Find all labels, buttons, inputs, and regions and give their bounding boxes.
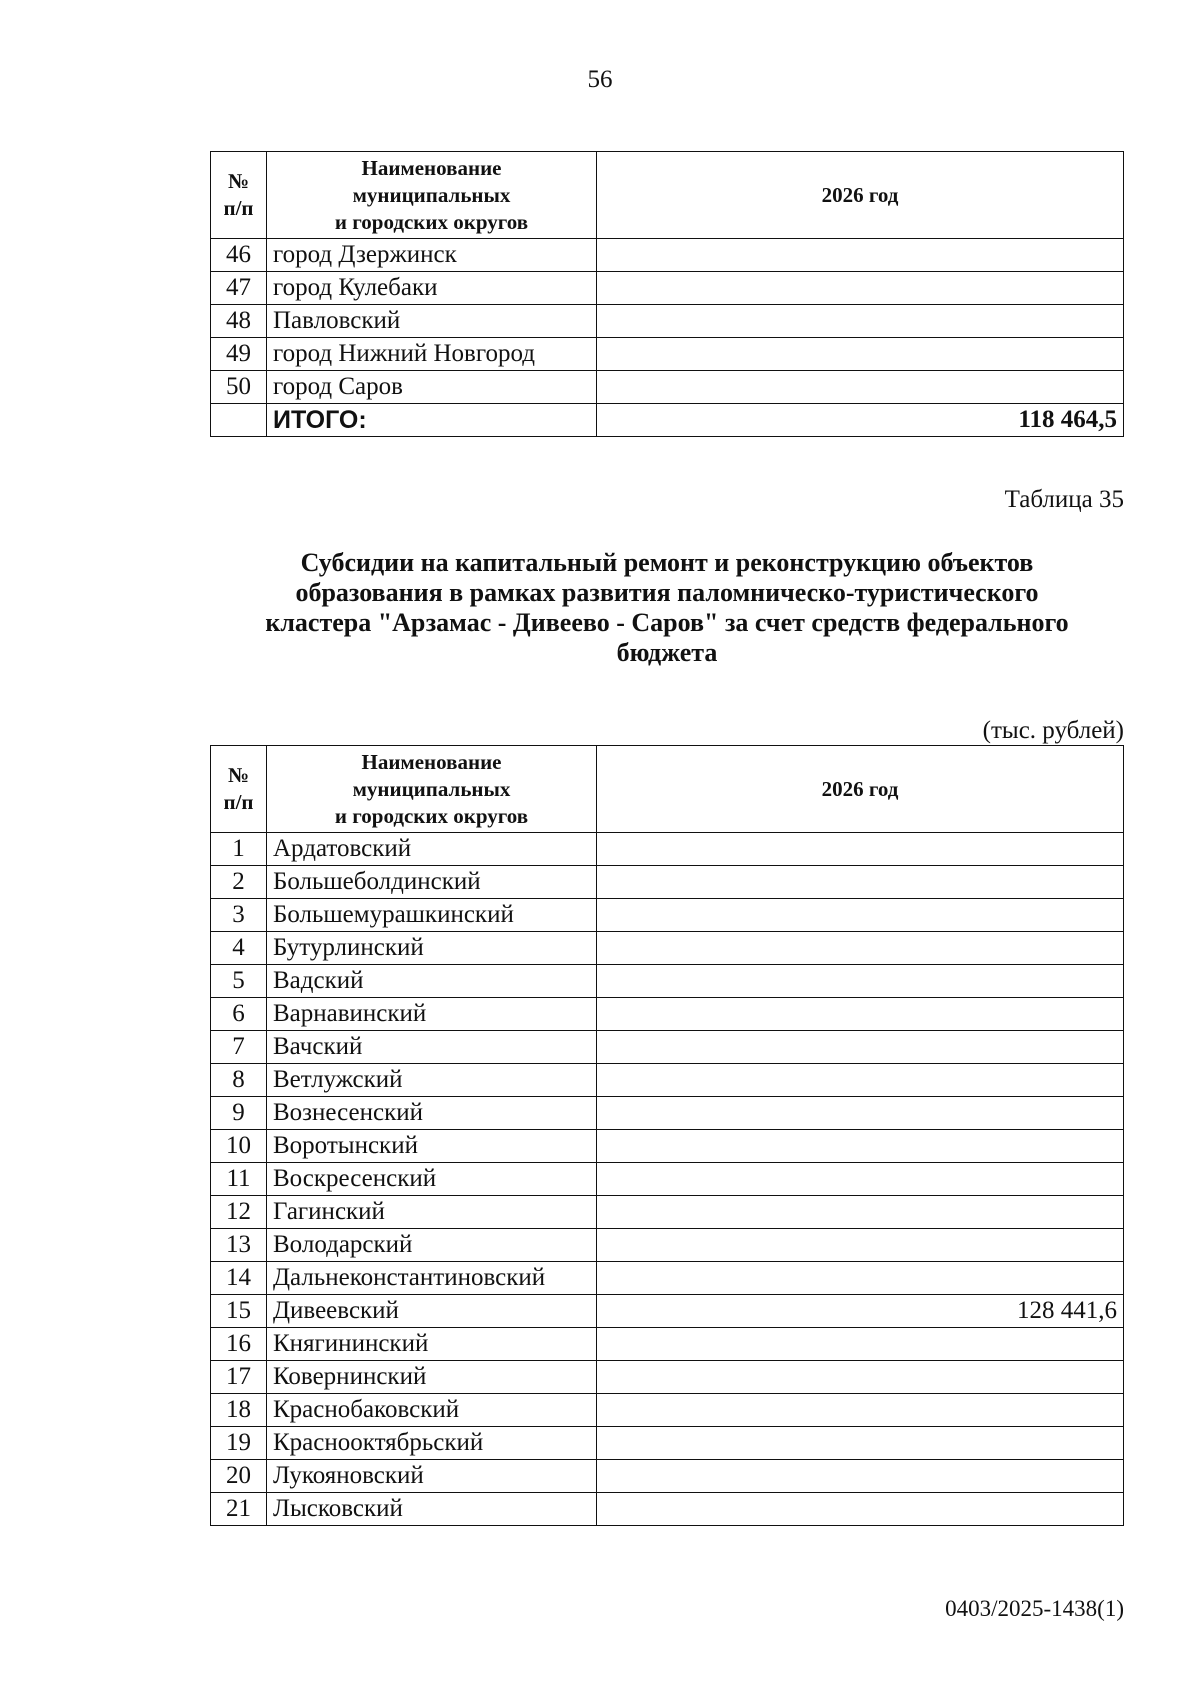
header-year: 2026 год xyxy=(597,152,1124,239)
row-value xyxy=(597,1130,1124,1163)
table-row xyxy=(211,1460,1124,1493)
row-name: Ветлужский xyxy=(267,1064,597,1097)
row-name: Большеболдинский xyxy=(267,866,597,899)
row-value xyxy=(597,338,1124,371)
row-num: 47 xyxy=(211,272,267,305)
header-name-line: муниципальных xyxy=(352,776,511,801)
table-row xyxy=(211,1295,1124,1328)
row-num: 7 xyxy=(211,1031,267,1064)
table-row xyxy=(211,371,1124,404)
row-value xyxy=(597,1196,1124,1229)
row-name: Краснобаковский xyxy=(267,1394,597,1427)
row-num: 21 xyxy=(211,1493,267,1526)
row-name: Краснооктябрьский xyxy=(267,1427,597,1460)
row-num: 17 xyxy=(211,1361,267,1394)
table-row xyxy=(211,899,1124,932)
row-name: Ковернинский xyxy=(267,1361,597,1394)
row-num: 5 xyxy=(211,965,267,998)
row-num: 6 xyxy=(211,998,267,1031)
row-name: город Кулебаки xyxy=(267,272,597,305)
row-value xyxy=(597,1229,1124,1262)
table-row xyxy=(211,272,1124,305)
row-name: Дивеевский xyxy=(267,1295,597,1328)
row-name: Варнавинский xyxy=(267,998,597,1031)
table-row xyxy=(211,1493,1124,1526)
table-row xyxy=(211,305,1124,338)
row-value xyxy=(597,1493,1124,1526)
row-value xyxy=(597,833,1124,866)
header-num-line: п/п xyxy=(223,196,254,220)
title-line: бюджета xyxy=(616,638,718,667)
table-row xyxy=(211,1196,1124,1229)
row-num: 13 xyxy=(211,1229,267,1262)
table-row xyxy=(211,1031,1124,1064)
header-num-line: п/п xyxy=(223,790,254,814)
row-name: Воротынский xyxy=(267,1130,597,1163)
row-num: 14 xyxy=(211,1262,267,1295)
subsidy-table xyxy=(210,745,1124,1526)
units-label: (тыс. рублей) xyxy=(982,717,1124,744)
row-num: 16 xyxy=(211,1328,267,1361)
row-name: город Дзержинск xyxy=(267,239,597,272)
row-name: город Саров xyxy=(267,371,597,404)
header-num xyxy=(211,152,267,239)
total-label: ИТОГО: xyxy=(267,404,597,437)
table-row xyxy=(211,1064,1124,1097)
row-name: Воскресенский xyxy=(267,1163,597,1196)
row-value xyxy=(597,932,1124,965)
document-code: 0403/2025-1438(1) xyxy=(945,1596,1124,1621)
row-value: 128 441,6 xyxy=(597,1295,1124,1328)
table-row xyxy=(211,965,1124,998)
row-value xyxy=(597,1097,1124,1130)
table-row xyxy=(211,866,1124,899)
row-value xyxy=(597,1031,1124,1064)
row-value xyxy=(597,371,1124,404)
header-num xyxy=(211,746,267,833)
table-row xyxy=(211,1163,1124,1196)
title-line: кластера "Арзамас - Дивеево - Саров" за счет средств федерального xyxy=(265,608,1069,637)
header-year: 2026 год xyxy=(597,746,1124,833)
row-num: 46 xyxy=(211,239,267,272)
total-value: 118 464,5 xyxy=(597,404,1124,437)
title-line: образования в рамках развития паломническо-туристического xyxy=(295,578,1039,607)
row-num: 48 xyxy=(211,305,267,338)
table-row xyxy=(211,1130,1124,1163)
row-name: Гагинский xyxy=(267,1196,597,1229)
table-row xyxy=(211,998,1124,1031)
header-num-line: № xyxy=(227,763,250,787)
row-num: 19 xyxy=(211,1427,267,1460)
table-row xyxy=(211,1361,1124,1394)
header-name xyxy=(267,746,597,833)
table-row xyxy=(211,1229,1124,1262)
table-row xyxy=(211,1097,1124,1130)
row-value xyxy=(597,1064,1124,1097)
row-num: 11 xyxy=(211,1163,267,1196)
row-value xyxy=(597,1394,1124,1427)
row-value xyxy=(597,272,1124,305)
row-value xyxy=(597,899,1124,932)
row-value xyxy=(597,1163,1124,1196)
row-name: Вознесенский xyxy=(267,1097,597,1130)
row-name: Вадский xyxy=(267,965,597,998)
row-value xyxy=(597,1262,1124,1295)
row-value xyxy=(597,998,1124,1031)
row-name: Дальнеконстантиновский xyxy=(267,1262,597,1295)
header-name-line: и городских округов xyxy=(334,803,529,828)
total-num-cell xyxy=(211,404,267,437)
row-num: 9 xyxy=(211,1097,267,1130)
row-num: 18 xyxy=(211,1394,267,1427)
row-num: 12 xyxy=(211,1196,267,1229)
row-num: 50 xyxy=(211,371,267,404)
header-name-line: муниципальных xyxy=(352,182,511,207)
row-num: 1 xyxy=(211,833,267,866)
table-row xyxy=(211,1328,1124,1361)
table-caption: Таблица 35 xyxy=(1004,486,1124,513)
row-name: Павловский xyxy=(267,305,597,338)
table-header-row xyxy=(211,152,1124,239)
row-name: Вачский xyxy=(267,1031,597,1064)
header-name-line: и городских округов xyxy=(334,209,529,234)
row-num: 20 xyxy=(211,1460,267,1493)
table-row xyxy=(211,932,1124,965)
row-name: Большемурашкинский xyxy=(267,899,597,932)
row-name: Княгининский xyxy=(267,1328,597,1361)
row-num: 10 xyxy=(211,1130,267,1163)
row-name: Лукояновский xyxy=(267,1460,597,1493)
row-value xyxy=(597,1328,1124,1361)
total-row xyxy=(211,404,1124,437)
table-row xyxy=(211,239,1124,272)
row-value xyxy=(597,866,1124,899)
row-name: Володарский xyxy=(267,1229,597,1262)
table-row xyxy=(211,833,1124,866)
row-num: 2 xyxy=(211,866,267,899)
row-num: 3 xyxy=(211,899,267,932)
table-row xyxy=(211,1394,1124,1427)
header-name xyxy=(267,152,597,239)
table-header-row xyxy=(211,746,1124,833)
header-name-line: Наименование xyxy=(361,155,502,180)
row-value xyxy=(597,1361,1124,1394)
row-name: Лысковский xyxy=(267,1493,597,1526)
row-num: 49 xyxy=(211,338,267,371)
row-num: 4 xyxy=(211,932,267,965)
table-row xyxy=(211,338,1124,371)
row-name: Бутурлинский xyxy=(267,932,597,965)
table-row xyxy=(211,1427,1124,1460)
row-value xyxy=(597,965,1124,998)
row-name: город Нижний Новгород xyxy=(267,338,597,371)
row-value xyxy=(597,1460,1124,1493)
table-row xyxy=(211,1262,1124,1295)
table-title xyxy=(200,548,1134,668)
header-name-line: Наименование xyxy=(361,749,502,774)
row-name: Ардатовский xyxy=(267,833,597,866)
table-continuation xyxy=(210,151,1124,437)
row-value xyxy=(597,239,1124,272)
header-num-line: № xyxy=(227,169,250,193)
page-number: 56 xyxy=(587,66,613,93)
row-value xyxy=(597,305,1124,338)
row-value xyxy=(597,1427,1124,1460)
row-num: 8 xyxy=(211,1064,267,1097)
row-num: 15 xyxy=(211,1295,267,1328)
title-line: Субсидии на капитальный ремонт и реконструкцию объектов xyxy=(300,548,1034,577)
